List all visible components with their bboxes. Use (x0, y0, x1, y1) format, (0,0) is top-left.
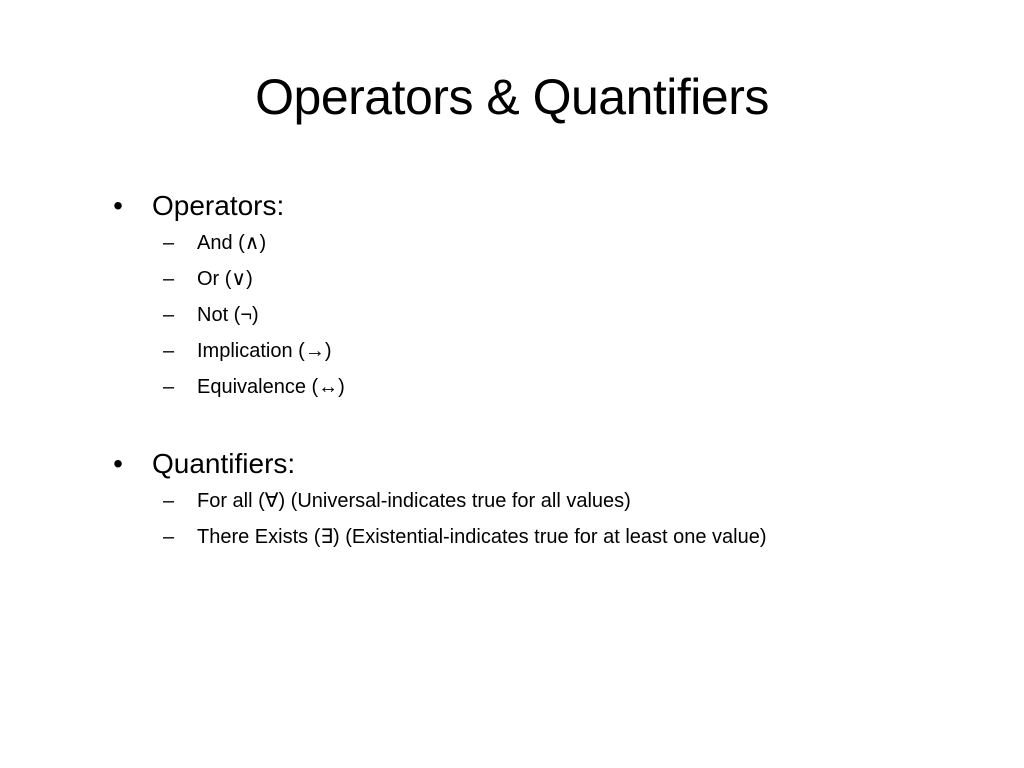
bullet-heading-quantifiers (108, 444, 828, 484)
quantifiers-list (108, 486, 828, 552)
slide-title: Operators & Quantifiers (255, 69, 769, 125)
dash-icon: – (163, 376, 175, 398)
dash-icon: – (163, 268, 175, 290)
list-item-text: For all (∀) (Universal-indicates true for all values) (197, 490, 631, 512)
list-item (108, 522, 828, 552)
bullet-heading-label: Operators: (152, 190, 285, 221)
list-item-text: There Exists (∃) (Existential-indicates true for at least one value) (197, 526, 767, 548)
list-item (108, 264, 828, 294)
list-item (108, 486, 828, 516)
dash-icon: – (163, 526, 175, 548)
list-item (108, 228, 828, 258)
list-item-text: Equivalence (↔) (197, 376, 345, 398)
list-item-text: Or (∨) (197, 268, 253, 290)
bullet-group-quantifiers (108, 444, 828, 552)
list-item (108, 300, 828, 330)
dash-icon: – (163, 490, 175, 512)
bullet-icon: • (113, 448, 123, 479)
operators-list (108, 228, 828, 402)
dash-icon: – (163, 304, 175, 326)
list-item-text: And (∧) (197, 232, 267, 254)
bullet-group-operators (108, 186, 828, 402)
slide-content (108, 186, 828, 552)
bullet-heading-label: Quantifiers: (152, 448, 296, 479)
spacer (108, 402, 828, 444)
list-item (108, 372, 828, 402)
dash-icon: – (163, 232, 175, 254)
dash-icon: – (163, 340, 175, 362)
list-item-text: Implication (→) (197, 340, 332, 362)
bullet-icon: • (113, 190, 123, 221)
bullet-heading-operators (108, 186, 828, 226)
list-item-text: Not (¬) (197, 304, 259, 326)
list-item (108, 336, 828, 366)
